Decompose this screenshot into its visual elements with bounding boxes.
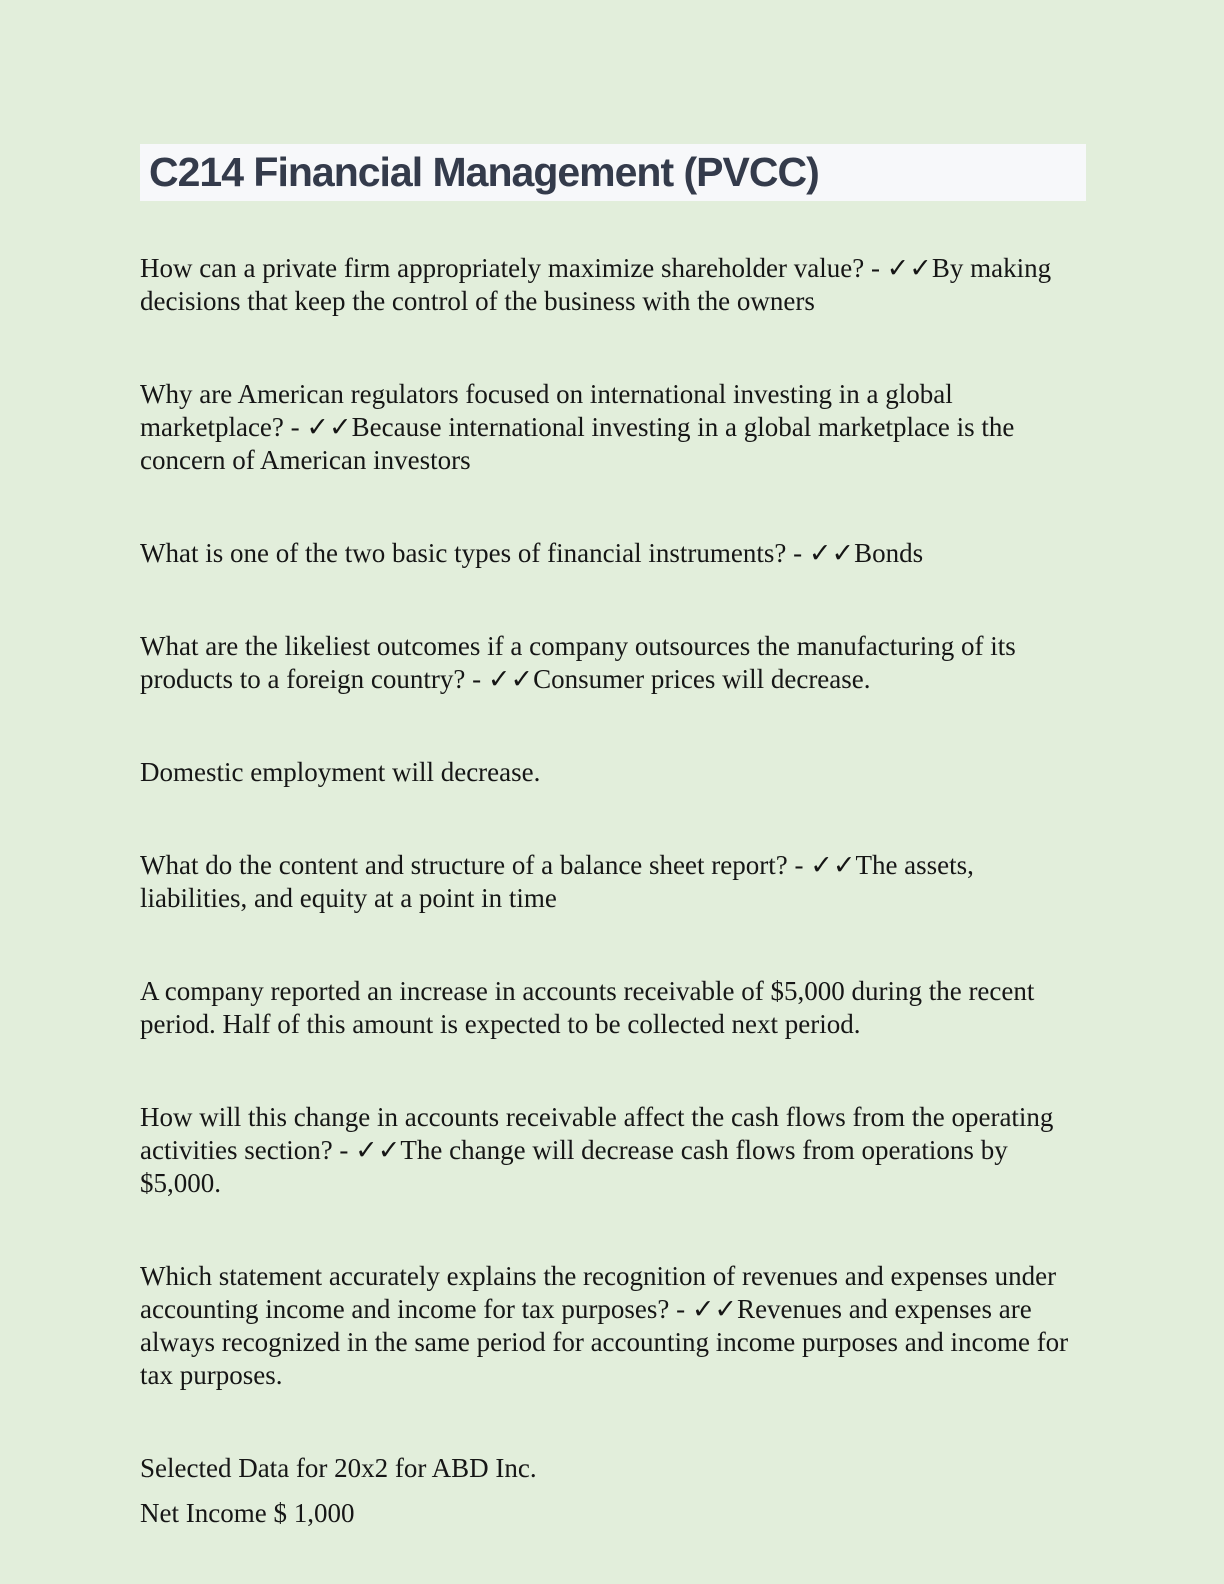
qa-paragraph-4: What are the likeliest outcomes if a company outsources the manufacturing of its products to a foreign country? - ✓✓Consumer prices will decrease. — [140, 631, 1016, 694]
qa-paragraph-8: How will this change in accounts receivable affect the cash flows from the operating activities section? - ✓✓The change will decrease cash flows from operations by $5,000. — [140, 1102, 1054, 1198]
qa-paragraph-2: Why are American regulators focused on international investing in a global marketplace? - ✓✓Because international investing in a global marketplace is the concern of American investors — [140, 379, 1015, 475]
qa-paragraph-6: What do the content and structure of a balance sheet report? - ✓✓The assets, liabilities, and equity at a point in time — [140, 850, 974, 913]
qa-paragraph-3: What is one of the two basic types of financial instruments? - ✓✓Bonds — [140, 538, 924, 568]
page-title: C214 Financial Management (PVCC) — [149, 149, 819, 195]
title-highlight — [140, 144, 1086, 201]
document-content — [140, 144, 1086, 1584]
qa-paragraph-1: How can a private firm appropriately maximize shareholder value? - ✓✓By making decisions that keep the control of the business with the owners — [140, 253, 1052, 316]
qa-paragraph-9: Which statement accurately explains the recognition of revenues and expenses under accounting income and income for tax purposes? - ✓✓Revenues and expenses are always recognized in the same period for accounting income purposes and income for tax purposes. — [140, 1261, 1069, 1390]
qa-paragraph-5: Domestic employment will decrease. — [140, 757, 541, 787]
qa-paragraph-7: A company reported an increase in accounts receivable of $5,000 during the recent period. Half of this amount is expected to be collected next period. — [140, 976, 1035, 1039]
data-line-selected: Selected Data for 20x2 for ABD Inc. — [140, 1453, 537, 1483]
data-line-net-income: Net Income $ 1,000 — [140, 1498, 355, 1528]
